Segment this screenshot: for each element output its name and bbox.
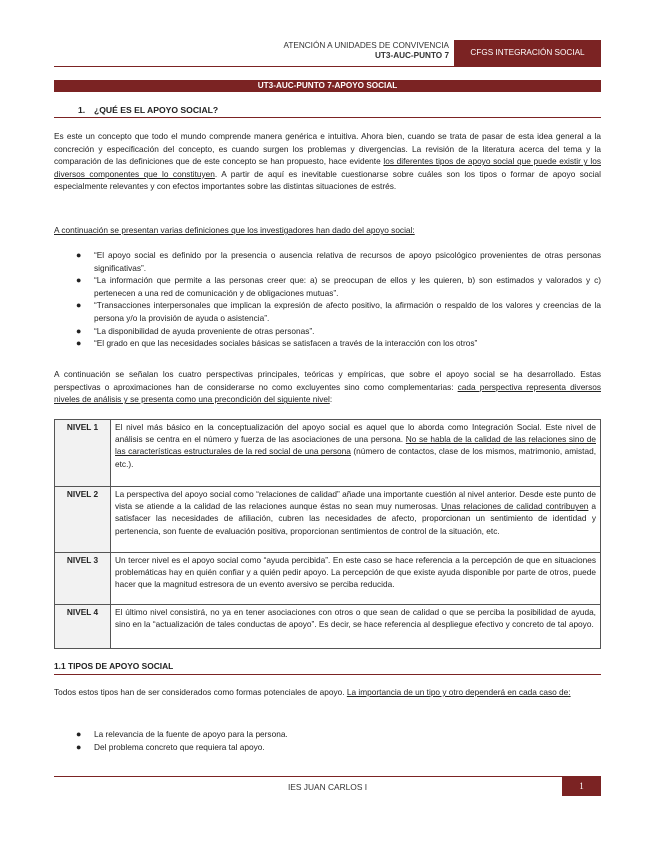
level-label: NIVEL 3 (55, 553, 111, 605)
underlined-text: los diferentes tipos de apoyo social que puede existir y los diversos componentes que lo constituyen (54, 156, 601, 179)
list-item: ● “Transacciones interpersonales que implican la expresión de afecto positivo, la afirmación o respaldo de los valores y creencias de la persona y/o la provisión de ayuda o asistencia”. (76, 300, 601, 323)
bullet-icon: ● (76, 741, 82, 752)
perspectives-paragraph: A continuación se señalan los cuatro perspectivas principales, teóricas y empíricas, que sobre el apoyo social se ha desarrollado. Estas perspectivas o aproximaciones han de considerarse no como excluyentes sino como complementarias: cada perspectiva representa diversos niveles de análisis y se presenta como una precondición del siguiente nivel: (54, 369, 601, 405)
level-description: Un tercer nivel es el apoyo social como “ayuda percibida”. En este caso se hace referencia a la percepción de que en situaciones problemáticas hay en quién confiar y a quién pedir apoyo. La percepción de que existe ayuda disponible por parte de otros, puede hacer que la magnitud estresora de un evento aversivo se perciba reducida. (111, 553, 601, 605)
header-divider (54, 66, 601, 67)
level-description: La perspectiva del apoyo social como “relaciones de calidad” añade una importante cuestión al nivel anterior. Desde este punto de vista se atiende a la calidad de las relaciones aunque éstas no sean muy numerosas. Unas relaciones de calidad contribuyen a satisfacer las necesidades de afiliación, cubren las necesidades de afecto, proporcionan un sentimiento de identidad y pertenencia, son fuente de evaluación positiva, proporcionan sentimientos de control de la situación, etc. (111, 487, 601, 553)
bullet-icon: ● (76, 338, 82, 349)
section-number: 1. (78, 105, 86, 115)
level-label: NIVEL 1 (55, 420, 111, 487)
types-paragraph: Todos estos tipos han de ser considerados como formas potenciales de apoyo. La importancia de un tipo y otro dependerá en cada caso de: (54, 687, 571, 697)
page-header (54, 40, 601, 66)
header-module: ATENCIÓN A UNIDADES DE CONVIVENCIA (283, 41, 449, 50)
list-item: ● “La información que permite a las personas creer que: a) se preocupan de ellos y les quieren, b) son estimados y valorados y c) pertenecen a una red de comunicación y de obligaciones mutuas”. (76, 275, 601, 298)
types-list (54, 728, 601, 753)
list-item: ● “El grado en que las necesidades sociales básicas se satisfacen a través de la interacción con los otros” (76, 338, 478, 349)
level-description: El último nivel consistirá, no ya en tener asociaciones con otros o que sean de calidad o que se perciba la posibilidad de ayuda, sino en la “actualización de tales conductas de apoyo”. Es decir, se hace referencia al despliegue efectivo y concreto de tal apoyo. (111, 605, 601, 649)
bullet-icon: ● (76, 275, 82, 286)
section-heading (54, 103, 601, 118)
level-label: NIVEL 4 (55, 605, 111, 649)
document-title: UT3-AUC-PUNTO 7-APOYO SOCIAL (54, 80, 601, 92)
underlined-text: No se habla de la calidad de las relaciones sino de las características estructurales de la red social de una persona (115, 434, 596, 457)
footer-school: IES JUAN CARLOS I (287, 782, 368, 792)
header-course-badge: CFGS INTEGRACIÓN SOCIAL (454, 40, 601, 66)
header-text (284, 41, 449, 61)
table-row (55, 420, 601, 487)
bullet-icon: ● (76, 325, 82, 336)
definitions-list (54, 249, 601, 350)
list-item: ● La relevancia de la fuente de apoyo para la persona. (76, 729, 288, 739)
table-row (55, 487, 601, 553)
underlined-text: cada perspectiva representa diversos niveles de análisis y se presenta como una precondición del siguiente nivel (54, 381, 601, 405)
subsection-title: 1.1 TIPOS DE APOYO SOCIAL (54, 661, 174, 671)
definitions-intro: A continuación se presentan varias definiciones que los investigadores han dado del apoyo social: (54, 225, 415, 235)
subsection-heading (54, 660, 601, 675)
level-label: NIVEL 2 (55, 487, 111, 553)
level-description: El nivel más básico en la conceptualización del apoyo social es aquel que lo aborda como Integración Social. Este nivel de análisis se centra en el número y fuerza de las asociaciones de una persona. No se habla de la calidad de las relaciones sino de las características estructurales de la red social de una persona (número de contactos, clase de los mismos, matrimonio, amistad, etc.). (111, 420, 601, 487)
levels-table (54, 419, 601, 649)
list-item: ● “La disponibilidad de ayuda proveniente de otras personas”. (76, 325, 315, 336)
underlined-text: La importancia de un tipo y otro dependerá en cada caso de: (346, 687, 571, 697)
intro-paragraph: Es este un concepto que todo el mundo comprende manera genérica e intuitiva. Ahora bien, cuando se trata de pasar de esta idea general a la concreción y especificación del concepto, es cuando surgen los problemas y divergencias. La revisión de la literatura acerca del tema y la comparación de las definiciones que de este concepto se han propuesto, hace evidente los diferentes tipos de apoyo social que puede existir y los diversos componentes que lo constituyen. A partir de aquí es inevitable cuestionarse sobre cuáles son los tipos o formar de apoyo social especialmente relevantes y con efectos importantes sobre las distintas situaciones de estrés. (54, 131, 601, 192)
bullet-icon: ● (76, 300, 82, 311)
list-item: ● Del problema concreto que requiera tal apoyo. (76, 741, 265, 752)
header-unit: UT3-AUC-PUNTO 7 (375, 51, 449, 60)
list-item: ● “El apoyo social es definido por la presencia o ausencia relativa de recursos de apoyo psicológico provenientes de otras personas significativas”. (76, 250, 601, 273)
table-row (55, 605, 601, 649)
underlined-text: Unas relaciones de calidad contribuyen (441, 501, 589, 512)
page-number: 1 (562, 777, 601, 796)
bullet-icon: ● (76, 250, 82, 260)
footer-divider (54, 776, 601, 777)
section-title: ¿QUÉ ES EL APOYO SOCIAL? (94, 105, 219, 115)
bullet-icon: ● (76, 729, 82, 739)
table-row (55, 553, 601, 605)
